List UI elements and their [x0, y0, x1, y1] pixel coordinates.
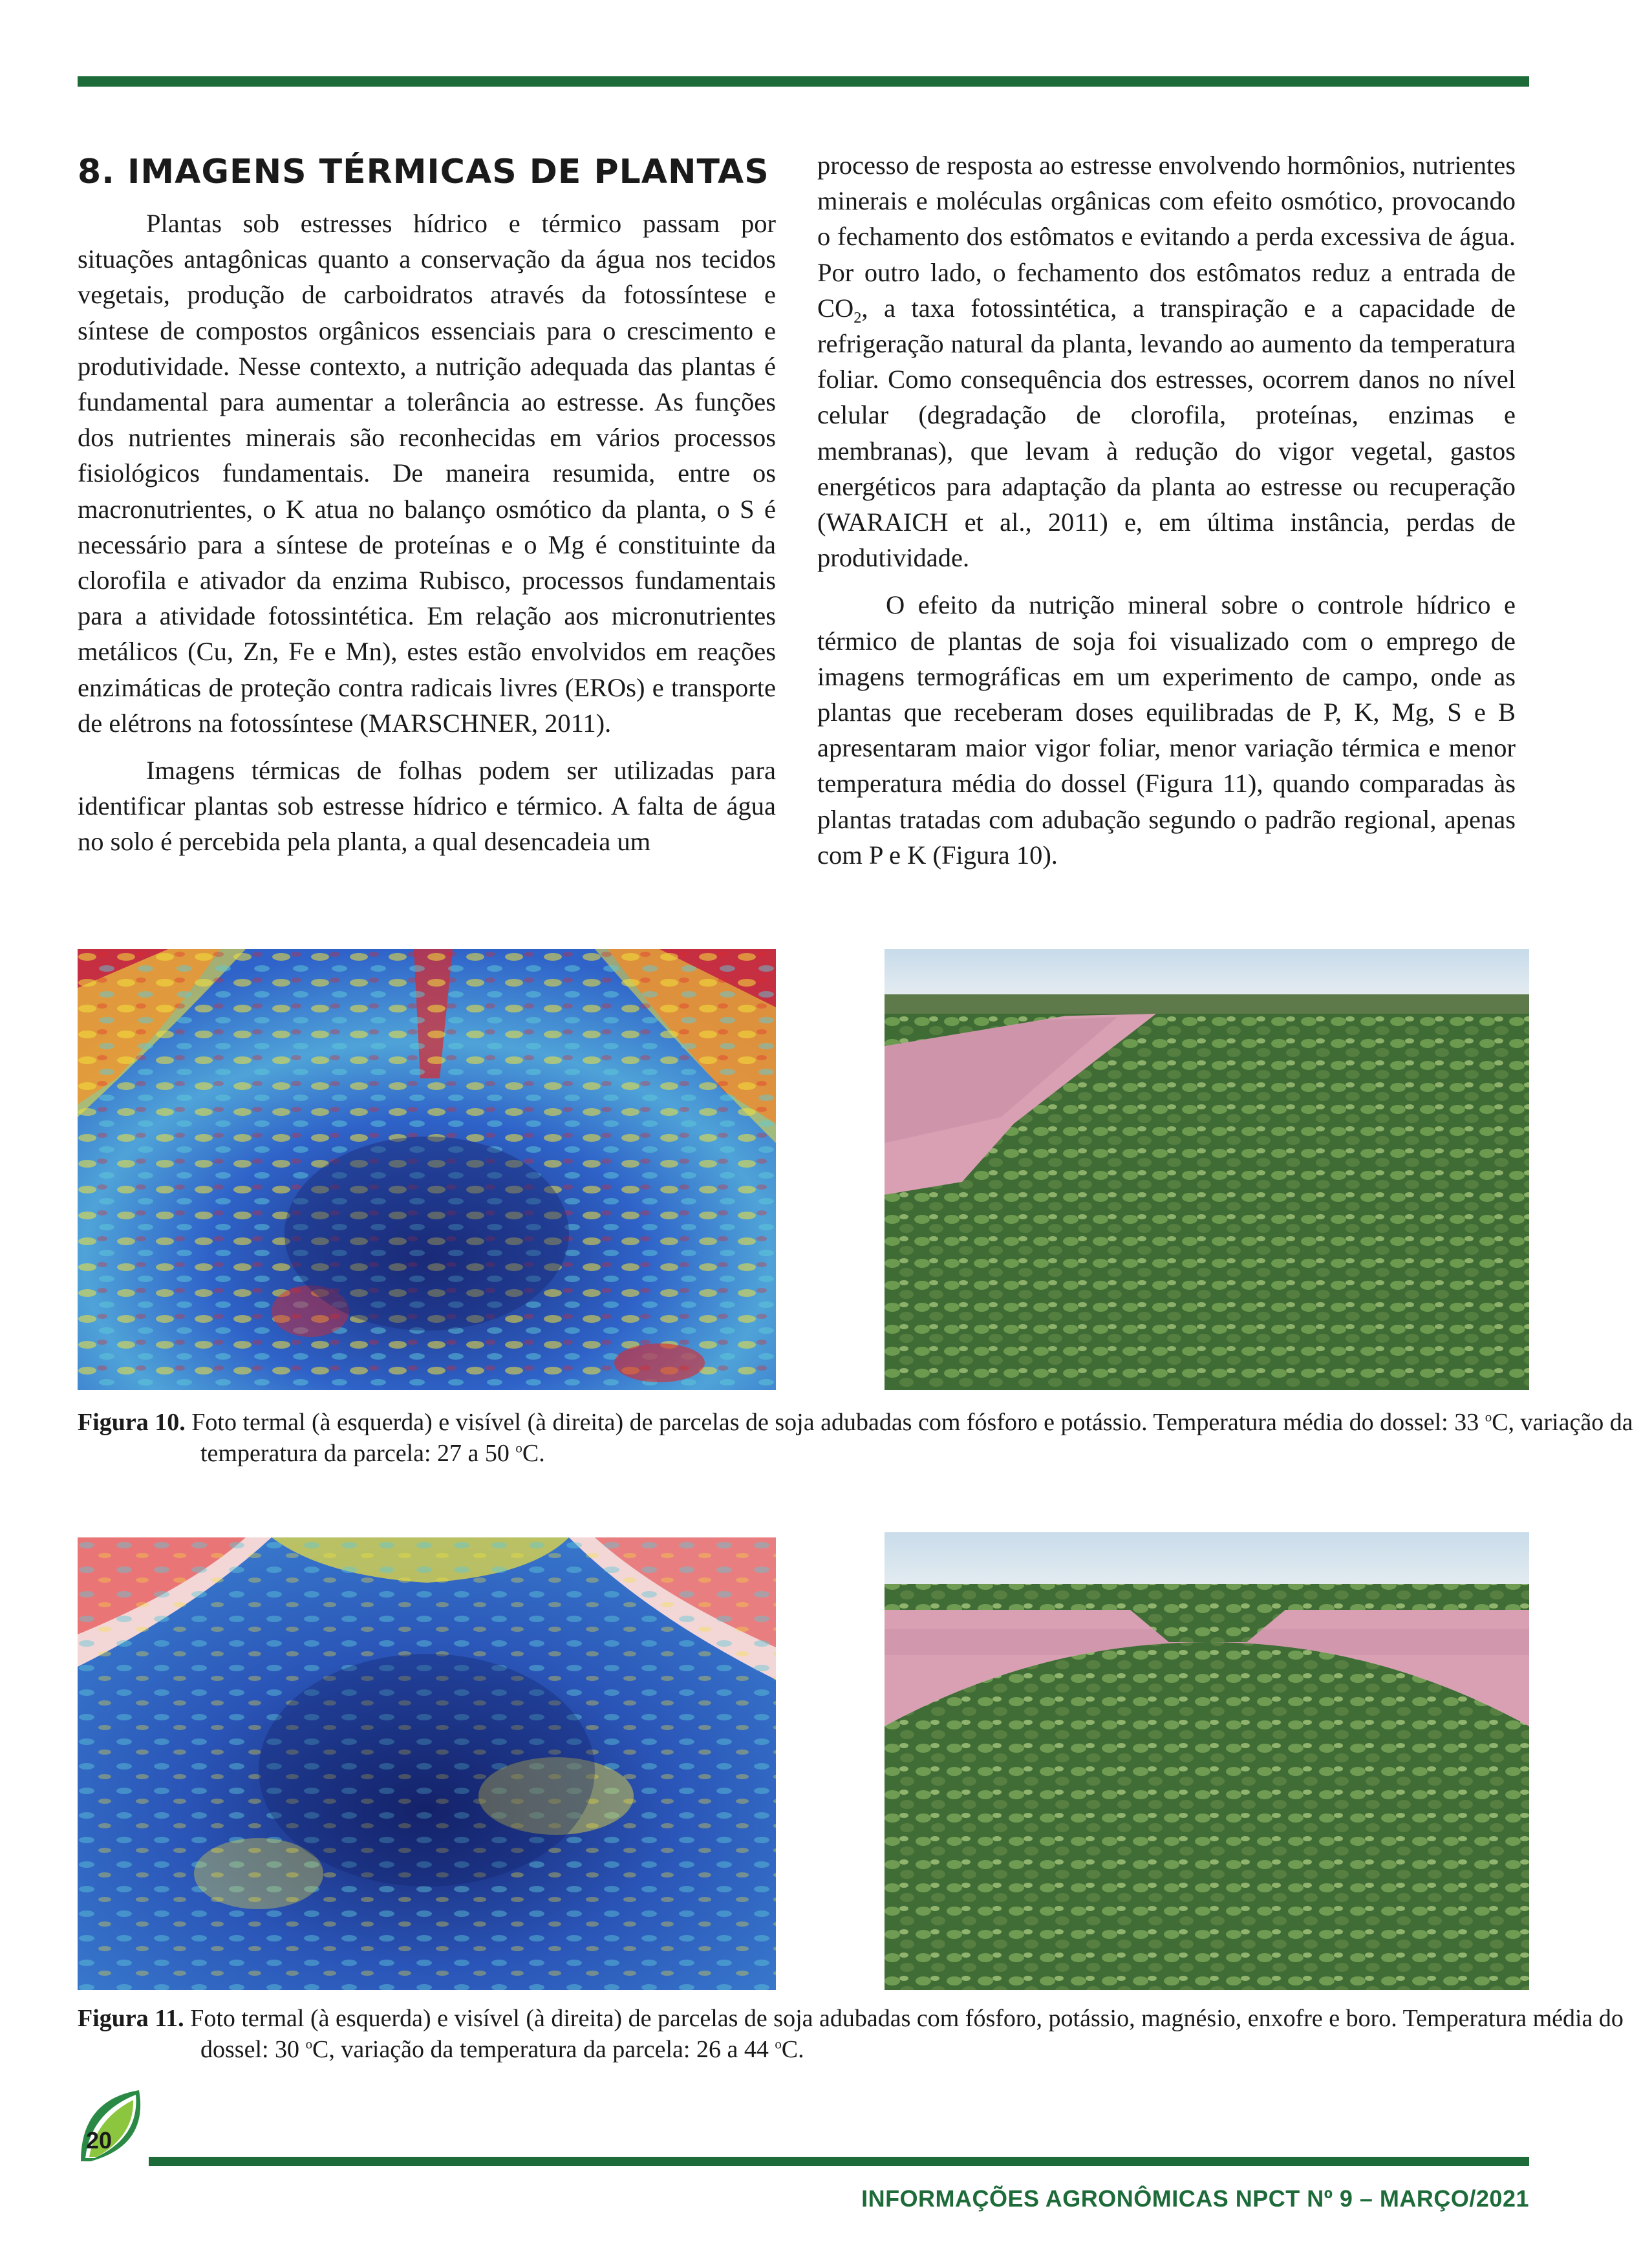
co2-subscript: 2: [853, 308, 862, 326]
paragraph-1: Plantas sob estresses hídrico e térmico passam por situações antagônicas quanto a conservação da água nos tecidos vegetais, produção de carboidratos através da fotossíntese e síntese de compostos orgânicos essenciais para o crescimento e produtividade. Nesse contexto, a nutrição adequada das plantas é fundamental para aumentar a tolerância ao estresse. As funções dos nutrientes minerais são reconhecidas em vários processos fisiológicos fundamentais. De maneira resumida, entre os macronutrientes, o K atua no balanço osmótico da planta, o S é necessário para a síntese de proteínas e o Mg é constituinte da clorofila e ativador da enzima Rubisco, processos fundamentais para a atividade fotossintética. Em relação aos micronutrientes metálicos (Cu, Zn, Fe e Mn), estes estão envolvidos em reações enzimáticas de proteção contra radicais livres (EROs) e transporte de elétrons na fotossíntese (MARSCHNER, 2011).: [78, 209, 776, 738]
degree-sign: o: [515, 1440, 522, 1456]
figure-11-caption: [78, 2003, 1652, 2065]
figure-11-thermal-image: [78, 1537, 776, 1990]
paragraph-3-part-b: , a taxa fotossintética, a transpiração e a capacidade de refrigeração natural da planta, levando ao aumento da temperatura foliar. Como consequência dos estresses, ocorrem danos no nível celular (degradação de clorofila, proteínas, enzimas e membranas), que levam à redução do vigor vegetal, gastos energéticos para adaptação da planta ao estresse ou recuperação (WARAICH et al., 2011) e, em última instância, perdas de produtividade.: [817, 293, 1516, 573]
figure-11-text-a: Foto termal (à esquerda) e visível (à direita) de parcelas de soja adubadas com fósforo, potássio, magnésio, enxofre e boro. Temperatura média do dossel: 30: [190, 2005, 1624, 2063]
figure-10-text-c: C.: [522, 1440, 545, 1467]
figure-10-thermal-image: [78, 949, 776, 1390]
paragraph-3: [817, 147, 1516, 575]
degree-sign: o: [775, 2036, 782, 2052]
figure-11-text-b: C, variação da temperatura da parcela: 26 a 44: [312, 2036, 775, 2063]
figure-11-visible-image: [885, 1532, 1529, 1990]
degree-sign: o: [1485, 1409, 1492, 1425]
top-rule: [78, 76, 1529, 87]
figure-10-text-b: C, variação da temperatura da parcela: 27 a 50: [200, 1409, 1633, 1467]
page-number: 20: [86, 2127, 113, 2154]
figure-10-visible-image: [885, 949, 1529, 1390]
publication-footer: INFORMAÇÕES AGRONÔMICAS NPCT Nº 9 – MARÇO/2021: [861, 2185, 1529, 2212]
right-column: [817, 147, 1516, 884]
figure-11-text-c: C.: [781, 2036, 804, 2063]
figure-11-label: Figura 11.: [78, 2005, 184, 2032]
figure-10-label: Figura 10.: [78, 1409, 186, 1436]
section-title: 8. IMAGENS TÉRMICAS DE PLANTAS: [78, 153, 769, 191]
paragraph-3-part-a: processo de resposta ao estresse envolvendo hormônios, nutrientes minerais e moléculas orgânicas com efeito osmótico, provocando o fechamento dos estômatos e evitando a perda excessiva de água. Por outro lado, o fechamento dos estômatos reduz a entrada de CO: [817, 151, 1516, 323]
paragraph-2: Imagens térmicas de folhas podem ser utilizadas para identificar plantas sob estresse hídrico e térmico. A falta de água no solo é percebida pela planta, a qual desencadeia um: [78, 756, 776, 857]
figure-10-text-a: Foto termal (à esquerda) e visível (à direita) de parcelas de soja adubadas com fósforo e potássio. Temperatura média do dossel: 33: [191, 1409, 1485, 1436]
paragraph-4: O efeito da nutrição mineral sobre o controle hídrico e térmico de plantas de soja foi visualizado com o emprego de imagens termográficas em um experimento de campo, onde as plantas que receberam doses equilibradas de P, K, Mg, S e B apresentaram maior vigor foliar, menor variação térmica e menor temperatura média do dossel (Figura 11), quando comparadas às plantas tratadas com adubação segundo o padrão regional, apenas com P e K (Figura 10).: [817, 590, 1516, 870]
bottom-rule: [149, 2157, 1529, 2166]
figure-10-caption: [78, 1407, 1652, 1469]
degree-sign: o: [305, 2036, 313, 2052]
left-column: [78, 147, 776, 872]
